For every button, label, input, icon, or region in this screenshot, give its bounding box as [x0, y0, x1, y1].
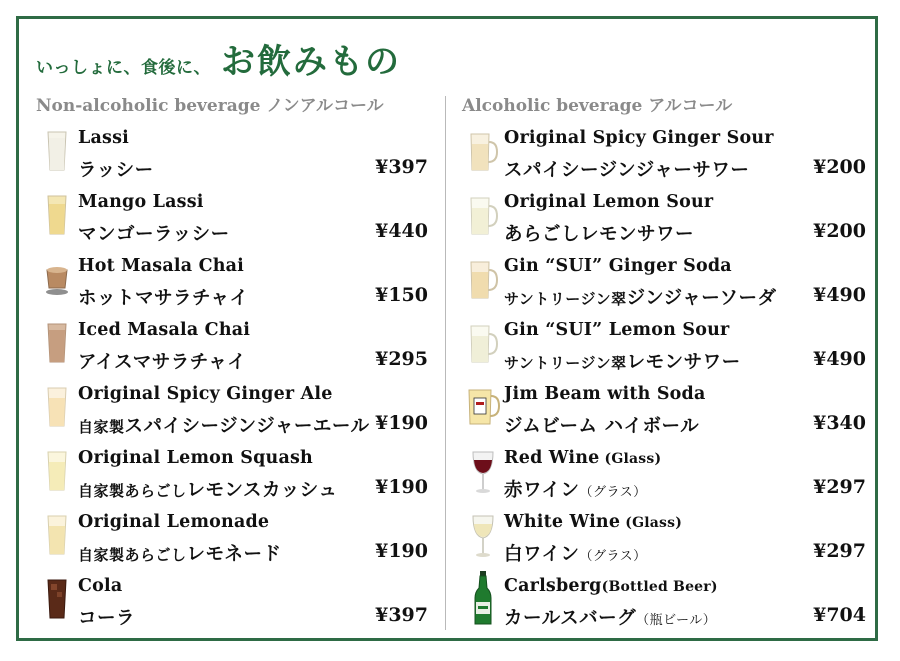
item-name-jp: スパイシージンジャーサワー — [504, 160, 750, 181]
column-divider — [445, 96, 446, 630]
menu-item[interactable] — [36, 572, 428, 636]
item-name-en: Original Spicy Ginger Sour — [504, 128, 774, 148]
item-price: ¥200 — [813, 156, 866, 178]
menu-item[interactable] — [36, 316, 428, 380]
menu-item[interactable] — [462, 188, 866, 252]
item-name-jp: 自家製スパイシージンジャーエール — [78, 416, 370, 437]
gin-ginger-mug-icon — [468, 256, 498, 304]
title-subtitle: いっしょに、食後に、 — [36, 58, 211, 78]
item-name-jp: アイスマサラチャイ — [78, 352, 247, 373]
menu-item[interactable] — [36, 380, 428, 444]
item-name-en: Hot Masala Chai — [78, 256, 245, 276]
item-name-jp: 自家製あらごしレモンスカッシュ — [78, 480, 338, 501]
item-name-jp: ラッシー — [78, 160, 154, 181]
menu-item[interactable] — [36, 124, 428, 188]
lemon-sour-mug-icon — [468, 192, 498, 240]
alcoholic-heading — [462, 94, 866, 124]
item-price: ¥297 — [813, 540, 866, 562]
item-name-en: Iced Masala Chai — [78, 320, 251, 340]
menu-item[interactable] — [462, 316, 866, 380]
item-name-en: Gin “SUI” Lemon Sour — [504, 320, 730, 340]
item-name-jp: 白ワイン（グラス） — [504, 544, 647, 565]
item-price: ¥440 — [375, 220, 428, 242]
item-name-en: Original Lemonade — [78, 512, 270, 532]
item-price: ¥340 — [813, 412, 866, 434]
item-name-en: Gin “SUI” Ginger Soda — [504, 256, 732, 276]
menu-item[interactable] — [462, 124, 866, 188]
menu-item[interactable] — [36, 188, 428, 252]
sour-mug-icon — [468, 128, 498, 176]
gin-lemon-mug-icon — [468, 320, 498, 368]
item-name-en: Carlsberg(Bottled Beer) — [504, 576, 718, 596]
item-price: ¥150 — [375, 284, 428, 306]
heading-jp: アルコール — [648, 96, 733, 116]
item-name-jp: サントリージン翠レモンサワー — [504, 352, 741, 373]
item-name-jp: ホットマサラチャイ — [78, 288, 249, 309]
item-name-en: Cola — [78, 576, 123, 596]
mango-lassi-glass-icon — [44, 192, 70, 240]
item-name-en: Lassi — [78, 128, 129, 148]
item-name-en: Mango Lassi — [78, 192, 204, 212]
item-name-jp: あらごしレモンサワー — [504, 224, 695, 245]
item-price: ¥397 — [375, 604, 428, 626]
red-wine-glass-icon — [470, 448, 496, 496]
alcoholic-column — [462, 94, 866, 636]
item-price: ¥490 — [813, 284, 866, 306]
beer-bottle-icon — [470, 570, 496, 626]
menu-item[interactable] — [36, 444, 428, 508]
item-price: ¥190 — [375, 412, 428, 434]
ginger-ale-glass-icon — [44, 384, 70, 432]
white-wine-glass-icon — [470, 512, 496, 560]
heading-jp: ノンアルコール — [266, 96, 384, 116]
iced-chai-glass-icon — [44, 320, 70, 368]
item-name-jp: サントリージン翠ジンジャーソーダ — [504, 288, 777, 309]
item-name-en: Original Lemon Squash — [78, 448, 313, 468]
menu-item[interactable] — [462, 508, 866, 572]
lemonade-glass-icon — [44, 512, 70, 560]
item-name-jp: 自家製あらごしレモネード — [78, 544, 282, 565]
tea-cup-icon — [44, 256, 70, 304]
item-name-jp: 赤ワイン（グラス） — [504, 480, 647, 501]
cola-glass-icon — [44, 576, 70, 624]
non-alcoholic-column — [36, 94, 428, 636]
item-name-jp: カールスバーグ（瓶ビール） — [504, 608, 717, 629]
title-main: お飲みもの — [221, 42, 401, 82]
lassi-glass-icon — [44, 128, 70, 176]
menu-item[interactable] — [36, 252, 428, 316]
menu-item[interactable] — [462, 572, 866, 636]
item-price: ¥704 — [813, 604, 866, 626]
non-alcoholic-heading — [36, 94, 428, 124]
item-name-en: Red Wine (Glass) — [504, 448, 662, 468]
menu-item[interactable] — [462, 380, 866, 444]
item-price: ¥190 — [375, 540, 428, 562]
item-price: ¥190 — [375, 476, 428, 498]
heading-en: Alcoholic beverage — [462, 96, 643, 116]
item-name-jp: ジムビーム ハイボール — [504, 416, 700, 437]
item-name-en: Original Spicy Ginger Ale — [78, 384, 333, 404]
item-price: ¥200 — [813, 220, 866, 242]
item-price: ¥397 — [375, 156, 428, 178]
menu-item[interactable] — [462, 252, 866, 316]
menu-item[interactable] — [36, 508, 428, 572]
item-price: ¥490 — [813, 348, 866, 370]
lemon-squash-glass-icon — [44, 448, 70, 496]
highball-mug-icon — [466, 384, 500, 432]
item-name-jp: マンゴーラッシー — [78, 224, 230, 245]
item-name-en: Jim Beam with Soda — [504, 384, 706, 404]
item-name-jp: コーラ — [78, 608, 136, 629]
item-price: ¥295 — [375, 348, 428, 370]
menu-item[interactable] — [462, 444, 866, 508]
item-price: ¥297 — [813, 476, 866, 498]
menu-title — [36, 34, 401, 83]
item-name-en: Original Lemon Sour — [504, 192, 714, 212]
heading-en: Non-alcoholic beverage — [36, 96, 261, 116]
item-name-en: White Wine (Glass) — [504, 512, 683, 532]
